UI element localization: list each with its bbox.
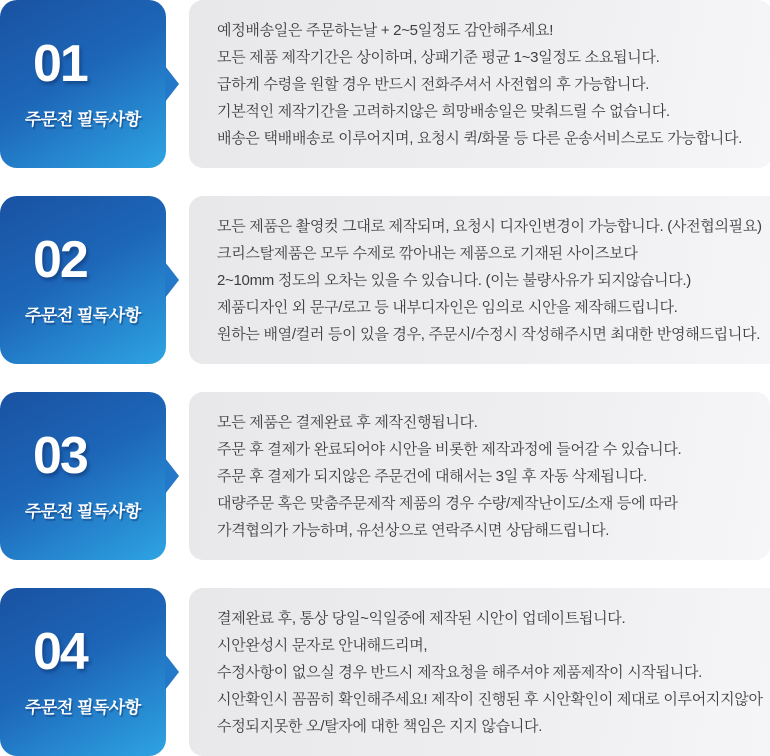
notice-line: 급하게 수령을 원할 경우 반드시 전화주셔서 사전협의 후 가능합니다. <box>217 75 650 93</box>
notice-box-01 <box>189 0 770 168</box>
notice-section-04 <box>0 588 770 756</box>
notice-section-02 <box>0 196 770 364</box>
notice-line: 대량주문 혹은 맞춤주문제작 제품의 경우 수량/제작난이도/소재 등에 따라 <box>217 494 678 512</box>
arrow-right-icon <box>165 66 179 102</box>
section-number: 03 <box>33 427 87 485</box>
section-number: 02 <box>33 231 87 289</box>
notice-line: 모든 제품은 촬영컷 그대로 제작되며, 요청시 디자인변경이 가능합니다. (사전협의필요) <box>217 217 762 235</box>
notice-line: 시안완성시 문자로 안내해드리며, <box>217 636 428 654</box>
notice-line: 배송은 택배배송로 이루어지며, 요청시 퀵/화물 등 다른 운송서비스로도 가능합니다. <box>217 129 743 147</box>
notice-line: 시안확인시 꼼꼼히 확인해주세요! 제작이 진행된 후 시안확인이 제대로 이루어지지않아 <box>217 690 763 708</box>
section-badge-04 <box>0 588 166 756</box>
notice-line: 주문 후 결제가 완료되어야 시안을 비롯한 제작과정에 들어갈 수 있습니다. <box>217 440 682 458</box>
notice-line: 가격협의가 가능하며, 유선상으로 연락주시면 상담해드립니다. <box>217 521 610 539</box>
notice-line: 2~10mm 정도의 오차는 있을 수 있습니다. (이는 불량사유가 되지않습니다.) <box>217 271 691 289</box>
section-label: 주문전 필독사항 <box>24 306 142 325</box>
notice-line: 제품디자인 외 문구/로고 등 내부디자인은 임의로 시안을 제작해드립니다. <box>217 298 678 316</box>
notice-line: 수정되지못한 오/탈자에 대한 책임은 지지 않습니다. <box>217 717 543 735</box>
arrow-right-icon <box>165 654 179 690</box>
section-badge-01 <box>0 0 166 168</box>
section-label: 주문전 필독사항 <box>24 502 142 521</box>
section-badge-02 <box>0 196 166 364</box>
section-label: 주문전 필독사항 <box>24 698 142 717</box>
notice-line: 기본적인 제작기간을 고려하지않은 희망배송일은 맞춰드릴 수 없습니다. <box>217 102 670 120</box>
notice-line: 원하는 배열/컬러 등이 있을 경우, 주문시/수정시 작성해주시면 최대한 반영해드립니다. <box>217 325 761 343</box>
notice-line: 주문 후 결제가 되지않은 주문건에 대해서는 3일 후 자동 삭제됩니다. <box>217 467 647 485</box>
arrow-right-icon <box>165 262 179 298</box>
notice-box-02 <box>189 196 770 364</box>
notice-line: 모든 제품은 결제완료 후 제작진행됩니다. <box>217 413 478 431</box>
notice-line: 크리스탈제품은 모두 수제로 깎아내는 제품으로 기재된 사이즈보다 <box>217 244 638 262</box>
section-number: 04 <box>33 623 87 681</box>
arrow-right-icon <box>165 458 179 494</box>
section-number: 01 <box>33 35 87 93</box>
section-label: 주문전 필독사항 <box>24 110 142 129</box>
notice-line: 예정배송일은 주문하는날 + 2~5일정도 감안해주세요! <box>217 21 554 39</box>
notice-line: 모든 제품 제작기간은 상이하며, 상패기준 평균 1~3일정도 소요됩니다. <box>217 48 660 66</box>
notice-line: 결제완료 후, 통상 당일~익일중에 제작된 시안이 업데이트됩니다. <box>217 609 626 627</box>
notice-box-04 <box>189 588 770 756</box>
notice-line: 수정사항이 없으실 경우 반드시 제작요청을 해주셔야 제품제작이 시작됩니다. <box>217 663 703 681</box>
notice-box-03 <box>189 392 770 560</box>
notice-section-01 <box>0 0 770 168</box>
section-badge-03 <box>0 392 166 560</box>
notice-section-03 <box>0 392 770 560</box>
